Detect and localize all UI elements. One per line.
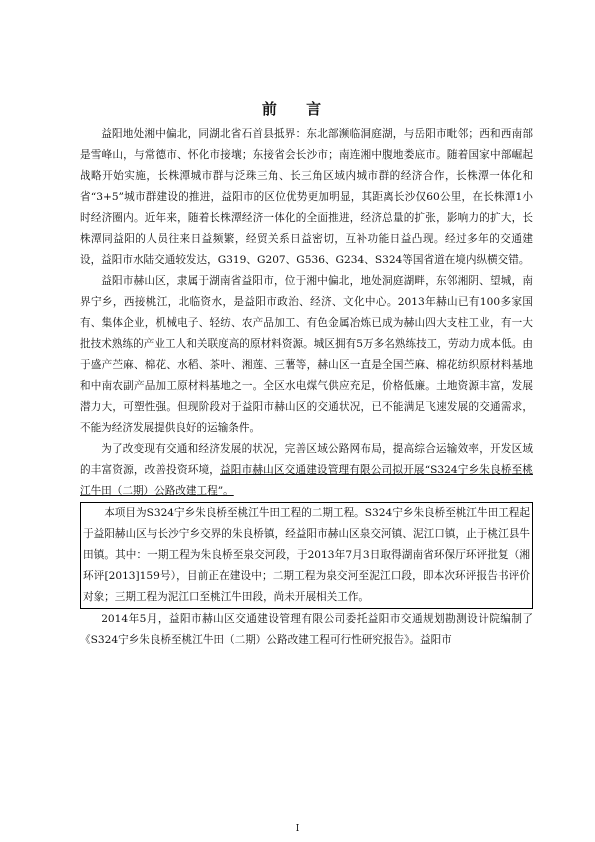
paragraph-3-underlined-text: 益阳市赫山区交通建设管理有限公司拟开展“S324宁乡朱良桥至桃江牛田（二期）公路改建工程”。 (80, 464, 533, 497)
page-number: I (295, 824, 300, 834)
page-title: 前 言 (261, 100, 334, 118)
paragraph-3 (80, 439, 533, 502)
paragraph-1: 益阳地处湘中偏北，同湖北省石首县抵界：东北部濒临洞庭湖，与岳阳市毗邻；西和西南部是雪峰山，与常德市、怀化市接壤；东接省会长沙市；南连湘中腹地娄底市。随着国家中部崛起战略开始实施，长株潭城市群与泛珠三角、长三角区域内城市群的经济合作，长株潭一体化和省“3+5”城市群建设的推进，益阳市的区位优势更加明显，其距离长沙仅60公里，在长株潭1小时经济圈内。近年来，随着长株潭经济一体化的全面推进，经济总量的扩张，影响力的扩大，长株潭同益阳的人员往来日益频繁，经贸关系日益密切，互补功能日益凸现。经过多年的交通建设，益阳市水陆交通较发达，G319、G207、G536、G234、S324等国省道在境内纵横交错。 (80, 128, 533, 266)
paragraph-4-boxed: 本项目为S324宁乡朱良桥至桃江牛田工程的二期工程。S324宁乡朱良桥至桃江牛田工程起于益阳赫山区与长沙宁乡交界的朱良桥镇，经益阳市赫山区泉交河镇、泥江口镇，止于桃江县牛田镇。其中：一期工程为朱良桥至泉交河段，于2013年7月3日取得湖南省环保厅环评批复（湘环评[2013]159号），目前正在建设中；二期工程为泉交河至泥江口段，即本次环评报告书评价对象；三期工程为泥江口至桃江牛田段，尚未开展相关工作。 (80, 502, 533, 609)
paragraph-5: 2014年5月，益阳市赫山区交通建设管理有限公司委托益阳市交通规划勘测设计院编制了《S324宁乡朱良桥至桃江牛田（二期）公路改建工程可行性研究报告》。益阳市 (80, 613, 533, 646)
paragraph-2: 益阳市赫山区，隶属于湖南省益阳市，位于湘中偏北，地处洞庭湖畔，东邻湘阴、望城，南界宁乡，西接桃江，北临资水，是益阳市政治、经济、文化中心。2013年赫山已有100多家国有、集体企业，机械电子、轻纺、农产品加工、有色金属冶炼已成为赫山四大支柱工业，有一大批技术熟练的产业工人和关联度高的原材料资源。城区拥有5万多名熟练技工，劳动力成本低。由于盛产苎麻、棉花、水稻、茶叶、湘莲、三薯等，赫山区一直是全国苎麻、棉花纺织原材料基地和中南农副产品加工原材料基地之一。全区水电煤气供应充足，价格低廉。土地资源丰富，发展潜力大，可塑性强。但现阶段对于益阳市赫山区的交通状况，已不能满足飞速发展的交通需求，不能为经济发展提供良好的运输条件。 (80, 275, 533, 434)
document-body (80, 124, 533, 651)
paragraph-3-text: 为了改变现有交通和经济发展的状况，完善区域公路网布局，提高综合运输效率，开发区域的丰富资源，改善投资环境， (80, 443, 533, 476)
